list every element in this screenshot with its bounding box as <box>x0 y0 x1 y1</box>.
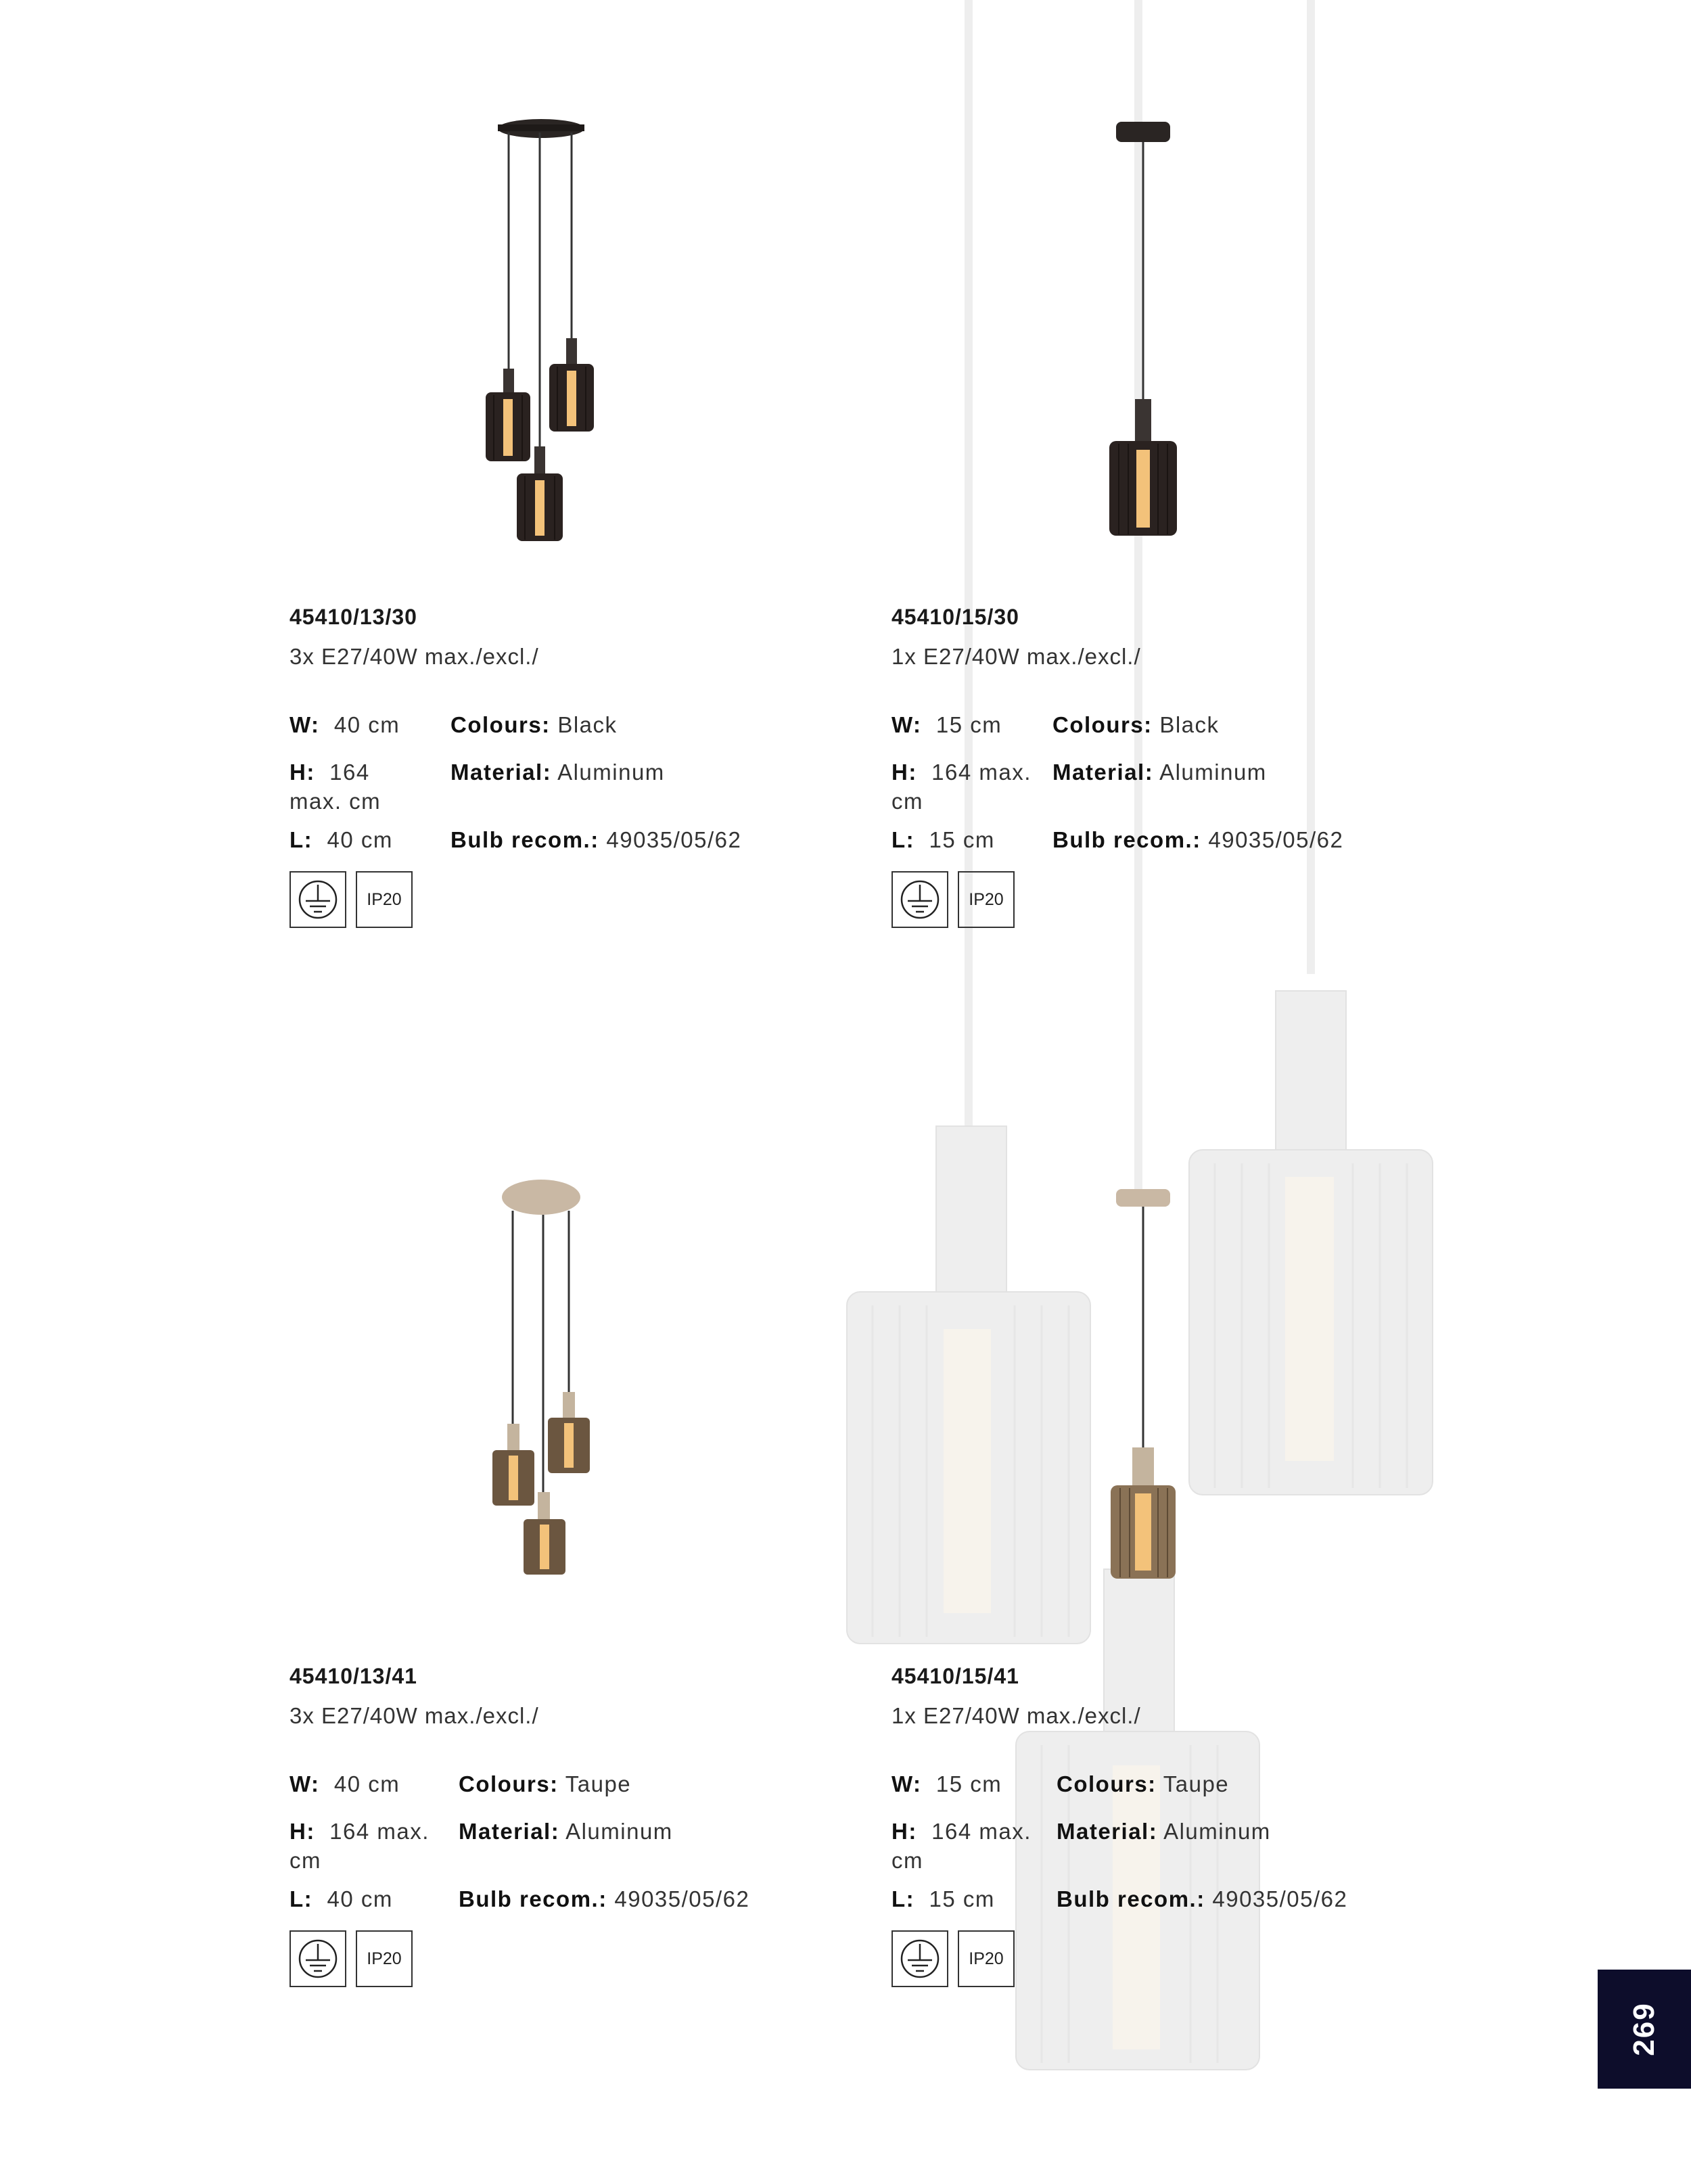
spec-colours: Colours: Black <box>450 712 618 737</box>
spec-material: Material: Aluminum <box>1057 1819 1271 1844</box>
spec-colours: Colours: Black <box>1052 712 1220 737</box>
earth-ground-icon <box>289 1930 346 1987</box>
product-photo-taupe-single <box>1103 1184 1184 1589</box>
earth-ground-icon <box>891 1930 948 1987</box>
product-code: 45410/13/30 <box>289 605 417 629</box>
ip-rating-badge: IP20 <box>356 871 413 928</box>
product-description: 1x E27/40W max./excl./ <box>891 1703 1141 1728</box>
product-code: 45410/15/30 <box>891 605 1019 629</box>
spec-bulb: Bulb recom.: 49035/05/62 <box>1057 1886 1348 1911</box>
spec-material: Material: Aluminum <box>459 1819 673 1844</box>
spec-height: H: 164 max. cm <box>891 760 1032 814</box>
earth-ground-icon <box>289 871 346 928</box>
spec-width: W: 15 cm <box>891 1771 1002 1796</box>
product-photo-black-3-light <box>473 108 622 555</box>
product-code: 45410/15/41 <box>891 1664 1019 1688</box>
spec-bulb: Bulb recom.: 49035/05/62 <box>1052 827 1344 852</box>
spec-length: L: 40 cm <box>289 1886 393 1911</box>
ip-rating-badge: IP20 <box>958 1930 1015 1987</box>
spec-length: L: 40 cm <box>289 827 393 852</box>
spec-length: L: 15 cm <box>891 827 995 852</box>
spec-bulb: Bulb recom.: 49035/05/62 <box>450 827 742 852</box>
page-number-tab <box>1598 1970 1691 2089</box>
product-description: 3x E27/40W max./excl./ <box>289 644 539 669</box>
ip-rating-badge: IP20 <box>958 871 1015 928</box>
page-number: 269 <box>1627 2002 1661 2056</box>
spec-length: L: 15 cm <box>891 1886 995 1911</box>
spec-width: W: 40 cm <box>289 712 400 737</box>
spec-width: W: 15 cm <box>891 712 1002 737</box>
spec-height: H: 164 max. cm <box>289 1819 430 1873</box>
ip-rating-badge: IP20 <box>356 1930 413 1987</box>
spec-height: H: 164 max. cm <box>891 1819 1032 1873</box>
spec-colours: Colours: Taupe <box>1057 1771 1230 1796</box>
product-code: 45410/13/41 <box>289 1664 417 1688</box>
spec-material: Material: Aluminum <box>1052 760 1267 785</box>
spec-height: H: 164 max. cm <box>289 760 381 814</box>
spec-material: Material: Aluminum <box>450 760 665 785</box>
product-photo-taupe-3-light <box>473 1177 622 1583</box>
spec-bulb: Bulb recom.: 49035/05/62 <box>459 1886 750 1911</box>
spec-width: W: 40 cm <box>289 1771 400 1796</box>
spec-colours: Colours: Taupe <box>459 1771 632 1796</box>
product-description: 1x E27/40W max./excl./ <box>891 644 1141 669</box>
product-photo-black-single <box>1103 115 1184 548</box>
earth-ground-icon <box>891 871 948 928</box>
product-description: 3x E27/40W max./excl./ <box>289 1703 539 1728</box>
